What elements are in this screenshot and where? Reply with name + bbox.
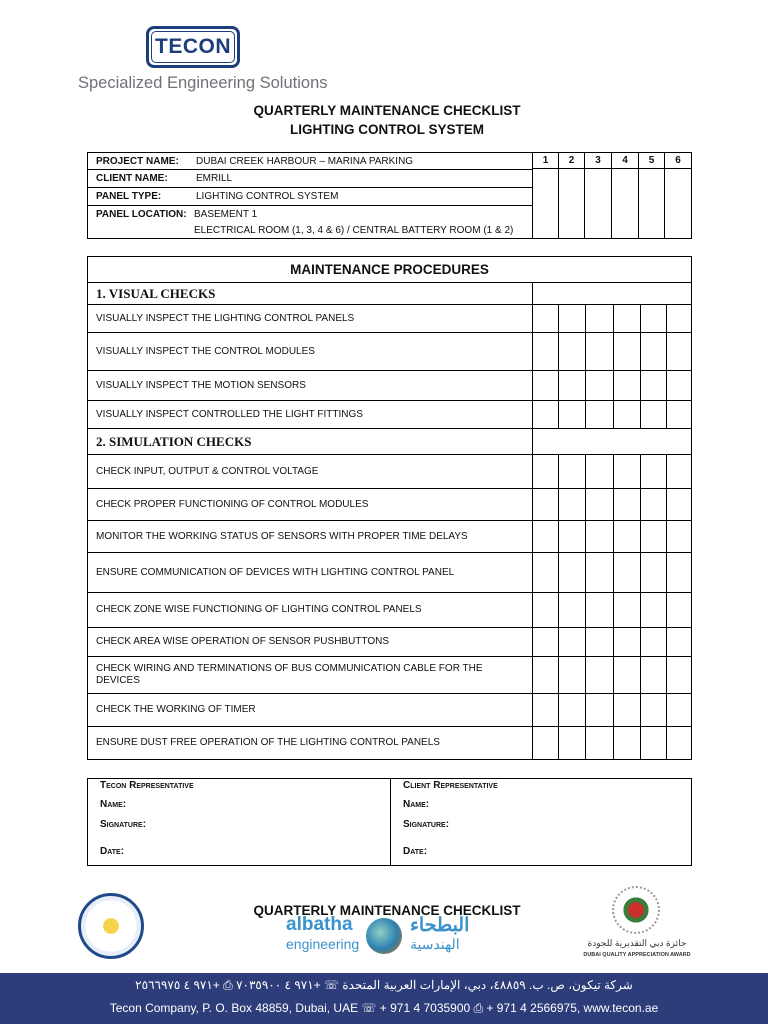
check-box[interactable] — [585, 694, 586, 726]
check-box[interactable] — [585, 333, 586, 370]
tecon-logo-text: TECON — [155, 35, 231, 58]
check-box[interactable] — [666, 305, 667, 332]
panel-location-detail: ELECTRICAL ROOM (1, 3, 4 & 6) / CENTRAL BATTERY ROOM (1 & 2) — [194, 225, 514, 236]
albatha-logo — [286, 914, 486, 956]
check-box[interactable] — [558, 657, 559, 693]
check-box[interactable] — [558, 489, 559, 520]
check-box[interactable] — [613, 694, 614, 726]
check-box[interactable] — [558, 521, 559, 552]
client-name-label: Name: — [403, 799, 430, 810]
project-name-value: DUBAI CREEK HARBOUR – MARINA PARKING — [196, 156, 414, 167]
check-box[interactable] — [585, 489, 586, 520]
client-representative-label: Client Representative — [403, 780, 498, 791]
check-box[interactable] — [585, 371, 586, 400]
check-box[interactable] — [585, 455, 586, 488]
checklist-item-text: CHECK AREA WISE OPERATION OF SENSOR PUSHBUTTONS — [96, 636, 390, 647]
maintenance-procedures-table — [87, 256, 692, 760]
check-box[interactable] — [585, 401, 586, 428]
checklist-row — [88, 401, 691, 429]
quarter-column — [639, 153, 665, 238]
check-box[interactable] — [666, 371, 667, 400]
checklist-item-text: ENSURE DUST FREE OPERATION OF THE LIGHTING CONTROL PANELS — [96, 737, 440, 748]
checklist-row — [88, 593, 691, 628]
check-box[interactable] — [532, 489, 533, 520]
quarter-column-label: 5 — [639, 153, 664, 169]
check-box[interactable] — [613, 657, 614, 693]
quarter-column — [612, 153, 639, 238]
quarter-column — [585, 153, 612, 238]
check-box[interactable] — [613, 371, 614, 400]
checklist-item-text: VISUALLY INSPECT THE MOTION SENSORS — [96, 379, 306, 391]
check-box[interactable] — [532, 371, 533, 400]
document-title: QUARTERLY MAINTENANCE CHECKLIST — [253, 103, 521, 118]
client-representative-block — [390, 779, 691, 865]
check-box[interactable] — [613, 455, 614, 488]
check-box[interactable] — [640, 489, 641, 520]
tecon-representative-block — [88, 779, 390, 865]
quarter-column — [533, 153, 559, 238]
check-box[interactable] — [613, 305, 614, 332]
tecon-logo-inner — [151, 31, 235, 63]
check-box[interactable] — [558, 333, 559, 370]
project-name-label: PROJECT NAME: — [96, 156, 179, 167]
tecon-date-label: Date: — [100, 846, 125, 857]
checklist-row — [88, 333, 691, 371]
check-box[interactable] — [613, 628, 614, 656]
checklist-row — [88, 489, 691, 521]
checklist-row — [88, 657, 691, 694]
check-box[interactable] — [585, 521, 586, 552]
project-info-fields — [88, 153, 533, 238]
panel-type-row — [88, 188, 532, 206]
footer-address-bar — [0, 973, 768, 1024]
check-box[interactable] — [666, 593, 667, 627]
check-box[interactable] — [532, 305, 533, 332]
quarter-column-label: 4 — [612, 153, 638, 169]
panel-location-row — [88, 206, 532, 238]
client-name-row — [88, 170, 532, 188]
check-box[interactable] — [585, 593, 586, 627]
checklist-item-text: ENSURE COMMUNICATION OF DEVICES WITH LIGHTING CONTROL PANEL — [96, 566, 455, 578]
checklist-row — [88, 628, 691, 657]
section-header-simulation — [88, 429, 691, 455]
tecon-signature-label: Signature: — [100, 819, 147, 830]
tecon-logo — [146, 26, 240, 68]
checklist-row — [88, 694, 691, 727]
client-signature-label: Signature: — [403, 819, 450, 830]
check-box[interactable] — [666, 553, 667, 592]
albatha-globe-icon — [366, 918, 402, 954]
client-name-value: EMRILL — [196, 173, 233, 184]
check-box[interactable] — [666, 657, 667, 693]
check-box[interactable] — [532, 333, 533, 370]
check-box[interactable] — [532, 455, 533, 488]
albatha-logo-subtext: engineering — [286, 936, 360, 952]
check-box[interactable] — [640, 333, 641, 370]
checklist-item-text: VISUALLY INSPECT CONTROLLED THE LIGHT FITTINGS — [96, 408, 363, 420]
check-box[interactable] — [558, 553, 559, 592]
check-box[interactable] — [585, 553, 586, 592]
tecon-name-label: Name: — [100, 799, 127, 810]
section-header-visual — [88, 283, 691, 305]
client-name-label: CLIENT NAME: — [96, 173, 168, 184]
albatha-logo-arabic: البطحاء — [410, 915, 470, 936]
check-box[interactable] — [613, 727, 614, 759]
panel-type-value: LIGHTING CONTROL SYSTEM — [196, 191, 339, 202]
albatha-logo-arabic-subtext: الهندسية — [410, 936, 460, 952]
check-box[interactable] — [532, 593, 533, 627]
check-box[interactable] — [640, 305, 641, 332]
check-box[interactable] — [613, 593, 614, 627]
checklist-item-text: CHECK ZONE WISE FUNCTIONING OF LIGHTING CONTROL PANELS — [96, 604, 422, 615]
checklist-row — [88, 553, 691, 593]
signoff-table — [87, 778, 692, 866]
dubai-quality-award-logo — [582, 880, 692, 964]
check-box[interactable] — [558, 593, 559, 627]
check-box[interactable] — [666, 489, 667, 520]
checklist-item-text: CHECK THE WORKING OF TIMER — [96, 704, 256, 715]
checklist-row — [88, 521, 691, 553]
footer-title: QUARTERLY MAINTENANCE CHECKLIST — [253, 903, 521, 918]
check-box[interactable] — [585, 657, 586, 693]
tecon-representative-label: Tecon Representative — [100, 780, 194, 791]
section-title: 1. VISUAL CHECKS — [96, 285, 216, 301]
check-box[interactable] — [640, 593, 641, 627]
check-box[interactable] — [558, 401, 559, 428]
company-tagline: Specialized Engineering Solutions — [78, 74, 328, 92]
award-arabic-text: جائزة دبي التقديرية للجودة — [587, 938, 687, 948]
checklist-item-text: VISUALLY INSPECT THE LIGHTING CONTROL PANELS — [96, 312, 355, 324]
check-box[interactable] — [613, 489, 614, 520]
checklist-item-text: CHECK PROPER FUNCTIONING OF CONTROL MODULES — [96, 498, 369, 510]
quarter-column-label: 6 — [665, 153, 691, 169]
check-box[interactable] — [640, 521, 641, 552]
address-arabic: شركة تيكون، ص. ب. ٤٨٨٥٩، دبي، الإمارات العربية المتحدة ☏ +٩٧١ ٤ ٧٠٣٥٩٠٠ ⎙ +٩٧١ ٤ ٢٥٦٦٩٧٥ — [135, 978, 633, 992]
quarter-column-label: 3 — [585, 153, 611, 169]
address-english: Tecon Company, P. O. Box 48859, Dubai, UAE ☏ + 971 4 7035900 ⎙ + 971 4 2566975, www.tecon.ae — [109, 1001, 659, 1015]
check-box[interactable] — [640, 455, 641, 488]
section-divider — [532, 429, 533, 454]
project-info-table — [87, 152, 692, 239]
panel-type-label: PANEL TYPE: — [96, 191, 162, 202]
check-box[interactable] — [640, 727, 641, 759]
check-box[interactable] — [532, 521, 533, 552]
checklist-row — [88, 371, 691, 401]
check-box[interactable] — [640, 553, 641, 592]
client-date-label: Date: — [403, 846, 428, 857]
check-box[interactable] — [666, 727, 667, 759]
check-box[interactable] — [640, 657, 641, 693]
checklist-item-text: CHECK INPUT, OUTPUT & CONTROL VOLTAGE — [96, 465, 319, 477]
check-box[interactable] — [532, 401, 533, 428]
check-box[interactable] — [666, 333, 667, 370]
quarter-column — [559, 153, 585, 238]
check-box[interactable] — [532, 657, 533, 693]
check-box[interactable] — [558, 727, 559, 759]
albatha-logo-text: albatha — [286, 914, 353, 935]
check-box[interactable] — [585, 305, 586, 332]
check-box[interactable] — [532, 727, 533, 759]
check-box[interactable] — [532, 628, 533, 656]
check-box[interactable] — [640, 694, 641, 726]
check-box[interactable] — [666, 521, 667, 552]
check-box[interactable] — [613, 553, 614, 592]
section-title: 2. SIMULATION CHECKS — [96, 433, 252, 449]
award-emblem-icon — [612, 886, 660, 934]
check-box[interactable] — [666, 694, 667, 726]
check-box[interactable] — [558, 455, 559, 488]
check-box[interactable] — [532, 553, 533, 592]
check-box[interactable] — [585, 727, 586, 759]
checklist-row — [88, 455, 691, 489]
check-box[interactable] — [558, 694, 559, 726]
award-english-text: DUBAI QUALITY APPRECIATION AWARD — [583, 952, 691, 958]
check-box[interactable] — [558, 628, 559, 656]
check-box[interactable] — [613, 521, 614, 552]
quarter-column-label: 1 — [533, 153, 558, 169]
check-box[interactable] — [640, 401, 641, 428]
panel-location-value: BASEMENT 1 — [194, 209, 258, 220]
check-box[interactable] — [558, 371, 559, 400]
quarter-column — [665, 153, 691, 238]
check-box[interactable] — [640, 371, 641, 400]
check-box[interactable] — [613, 333, 614, 370]
quarter-columns — [533, 153, 691, 238]
check-box[interactable] — [613, 401, 614, 428]
checklist-item-text: CHECK WIRING AND TERMINATIONS OF BUS COMMUNICATION CABLE FOR THE DEVICES — [96, 663, 483, 686]
checklist-row — [88, 727, 691, 759]
checklist-item-text: MONITOR THE WORKING STATUS OF SENSORS WITH PROPER TIME DELAYS — [96, 530, 468, 542]
panel-location-label: PANEL LOCATION: — [96, 209, 187, 220]
project-name-row — [88, 153, 532, 170]
check-box[interactable] — [558, 305, 559, 332]
check-box[interactable] — [666, 455, 667, 488]
check-box[interactable] — [640, 628, 641, 656]
checklist-row — [88, 305, 691, 333]
check-box[interactable] — [666, 401, 667, 428]
quarter-column-label: 2 — [559, 153, 584, 169]
checklist-item-text: VISUALLY INSPECT THE CONTROL MODULES — [96, 345, 315, 357]
check-box[interactable] — [666, 628, 667, 656]
check-box[interactable] — [532, 694, 533, 726]
section-divider — [532, 283, 533, 304]
procedures-title: MAINTENANCE PROCEDURES — [88, 257, 691, 283]
check-box[interactable] — [585, 628, 586, 656]
document-subtitle: LIGHTING CONTROL SYSTEM — [289, 122, 484, 137]
